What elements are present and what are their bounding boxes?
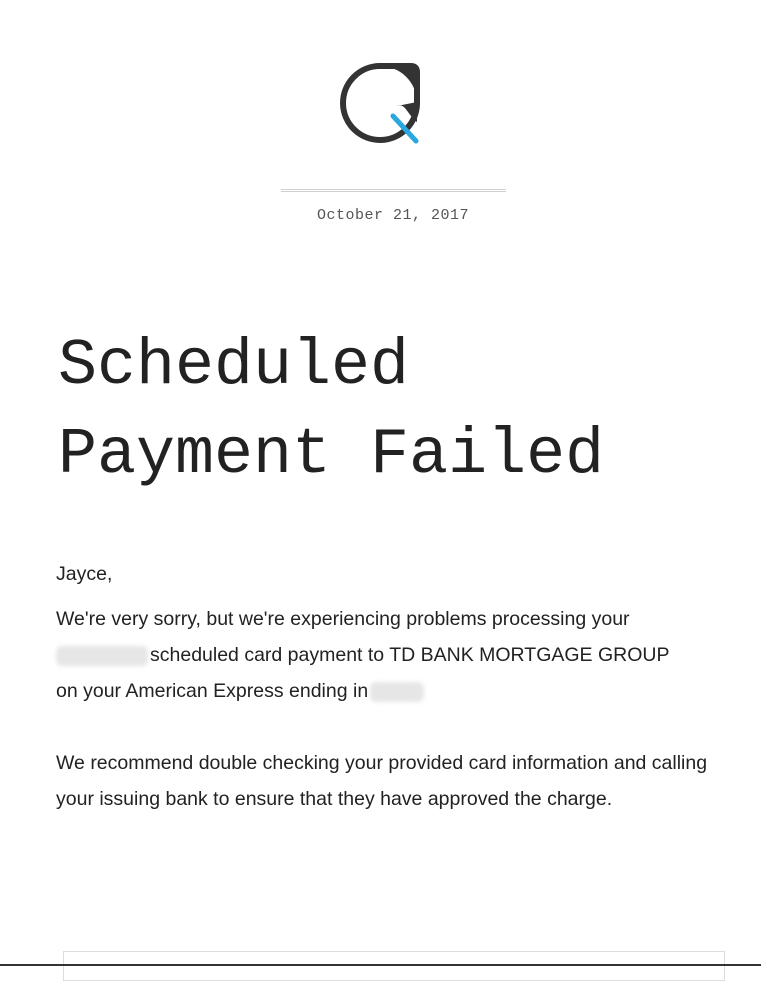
title-line-1: Scheduled <box>58 329 410 403</box>
header-divider <box>281 189 506 192</box>
redacted-card-digits <box>370 682 424 702</box>
recommendation-paragraph: We recommend double checking your provided card information and calling your issuing bank to ensure that they have approved the charge. <box>56 752 708 810</box>
redacted-amount <box>56 646 148 666</box>
email-date: October 21, 2017 <box>316 207 470 224</box>
title-line-2: Payment Failed <box>58 418 605 492</box>
footer-box <box>63 951 725 981</box>
paragraph-text-1: We're very sorry, but we're experiencing problems processing your <box>56 608 630 630</box>
q-logo-icon <box>339 62 423 146</box>
paragraph-text-2: scheduled card payment to TD BANK MORTGAGE GROUP <box>150 644 670 666</box>
logo <box>0 62 761 151</box>
paragraph-text-3: on your American Express ending in <box>56 680 369 702</box>
bottom-border <box>0 964 761 966</box>
greeting: Jayce, <box>56 563 113 585</box>
email-body <box>56 556 746 817</box>
email-title <box>58 322 748 500</box>
payment-failed-paragraph <box>56 601 746 709</box>
